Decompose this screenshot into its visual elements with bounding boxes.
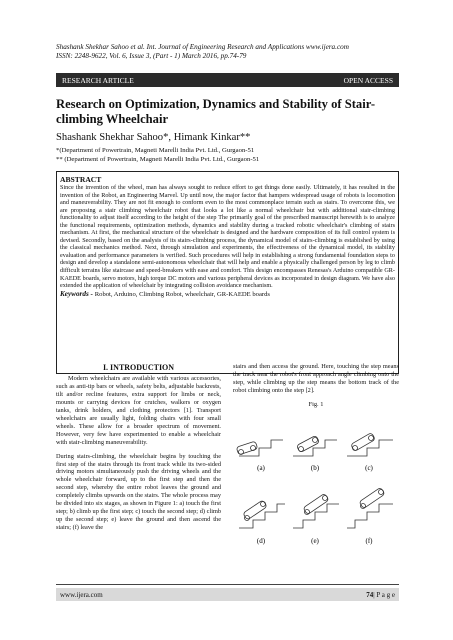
affiliation-1: *(Department of Powertrain, Magneti Marelli India Pvt. Ltd., Gurgaon-51	[56, 147, 255, 154]
figure-panel-e-label: (e)	[311, 536, 319, 545]
figure-panel-d	[239, 500, 285, 528]
figure-panel-b-label: (b)	[310, 463, 320, 472]
abstract-text: Since the invention of the wheel, man has always sought to reduce effort to get things done easily. Ultimately, it has resulted in the invention of the Robot, an Engineering Marvel. Up until now, the major factor that hampers widespread usage of robots is locomotion and maneuverability. They are not fit enough to conform even to the most commonplace terrain such as stairs. To overcome this, we are proposing a stair climbing wheelchair robot that looks a lot like a normal wheelchair but with additional stair-climbing functionality to adjust itself according to the height of the step The primarily goal of the prescribed manuscript herewith is to analyze the functional requirements, optimization methods, dynamics and stability during a tracked robotic wheelchair's climbing of stairs mechanism. At first, the mechanical structure of the wheelchair is designed and the hardware composition of its full control system is devised. Secondly, based on the analysis of its stairs-climbing process, the dynamical model of stairs-climbing is established by using the classical mechanics method. Next, through simulation and experiments, the effectiveness of the dynamical model, its stability evaluation and performance parameters is verified. Such procedures will help in establishing a strong fundamental foundation steps to design and develop a standalone semi-autonomous wheelchair that will help and enable a physically challenged person by leg to climb difficult terrains like staircase and speed-breakers with ease and comfort. This design encompasses Renesas's Arduino compatible GR-KAEDE boards, servo motors, high torque DC motors and various peripheral devices as incorporated in design diagram. We have also extended the application of wheelchair by integrating collision avoidance mechanism.	[60, 184, 395, 290]
left-column	[56, 363, 221, 538]
research-article-label: RESEARCH ARTICLE	[62, 75, 134, 85]
figure-panel-f	[347, 487, 393, 528]
journal-citation	[56, 43, 416, 61]
article-type-bar	[56, 73, 399, 87]
right-column	[233, 363, 399, 552]
citation-line-1: Shashank Shekhar Sahoo et al. Int. Journal of Engineering Research and Applications www.ijera.com	[56, 43, 349, 51]
author-list: Shashank Shekhar Sahoo*, Himank Kinkar**	[56, 132, 251, 143]
intro-paragraph-continued: stairs and then access the ground. Here, touching the step means the track near the robot's front approach angle climbing onto the step, while climbing up the step means the bottom track of the robot climbing onto the step [2].	[233, 363, 399, 394]
keywords	[60, 290, 395, 299]
keywords-list: Robot, Arduino, Climbing Robot, wheelchair, GR-KAEDE boards	[94, 290, 270, 298]
footer-website: www.ijera.com	[60, 590, 103, 599]
open-access-label: OPEN ACCESS	[343, 75, 393, 85]
figure-panel-a	[236, 440, 283, 456]
figure-panel-f-label: (f)	[365, 536, 373, 545]
page-word: | P a g e	[373, 590, 395, 599]
keywords-label: Keywords -	[60, 289, 95, 298]
affiliation-2: ** (Department of Powertrain, Magneti Marelli India Pvt. Ltd., Gurgaon-51	[56, 155, 260, 163]
figure-panel-c-label: (c)	[365, 463, 373, 472]
figure-panel-b	[293, 435, 337, 456]
figure-panel-e	[293, 493, 339, 528]
page-number	[366, 591, 395, 599]
figure-label: Fig. 1	[308, 400, 324, 408]
intro-paragraph-2: During stairs-climbing, the wheelchair begins by touching the first step of the stairs through its front track while its two-sided driving motors simultaneously push the driving wheels and the whole wheelchair forward, up to the first step and then the second step, whereby the entire robot leaves the ground and completely climbs upwards on the stairs. The whole process may be divided into six stages, as shown in Figure 1: a) touch the first step; b) climb up the first step; c) touch the second step; d) climb up the second step; e) leave the ground and then ascend the stairs; (f) leave the	[56, 452, 221, 532]
abstract-box	[56, 171, 399, 374]
figure-panel-d-label: (d)	[256, 536, 266, 545]
abstract-heading: ABSTRACT	[60, 175, 102, 184]
paper-title: Research on Optimization, Dynamics and Stability of Stair-climbing Wheelchair	[56, 97, 376, 126]
section-heading-introduction: I. INTRODUCTION	[102, 363, 175, 372]
citation-line-2: ISSN: 2248-9622, Vol. 6, Issue 3, (Part - 1) March 2016, pp.74-79	[56, 52, 247, 60]
affiliations	[56, 147, 259, 164]
figure-panel-c	[347, 432, 393, 455]
page-number-value: 74	[366, 590, 374, 599]
footer-divider	[56, 584, 399, 585]
page-footer	[56, 588, 399, 601]
stair-climbing-figure	[233, 410, 399, 552]
figure-panel-a-label: (a)	[257, 463, 265, 472]
intro-paragraph-1: Modern wheelchairs are available with various accessories, such as anti-tip bars or wheels, safety belts, adjustable backrests, tilt and/or recline features, extra support for limbs or neck, mounts or carrying devices for crutches, walkers or oxygen tanks, drink holders, and clothing protectors [1]. Transport wheelchairs are usually light, folding chairs with four small wheels. These allow for a broader spectrum of movement. However, very few have experimented to enable a wheelchair with stair-climbing maneuverability.	[56, 375, 221, 446]
